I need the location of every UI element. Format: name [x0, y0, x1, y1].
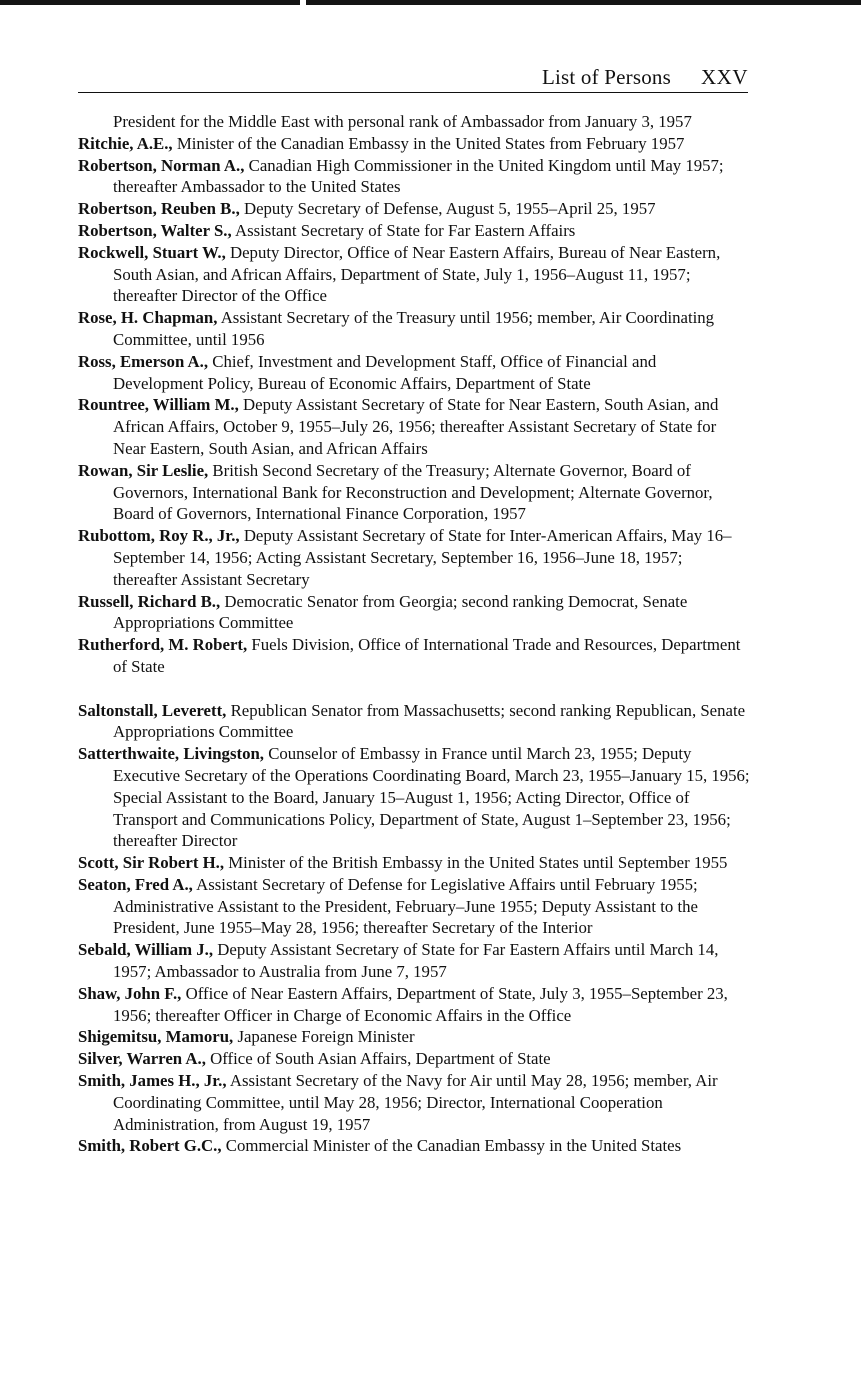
person-description: Commercial Minister of the Canadian Embassy in the United States — [225, 1136, 682, 1156]
person-entry — [78, 460, 750, 525]
person-description: Deputy Assistant Secretary of State for Far Eastern Affairs until March 14, 1957; Ambassador to Australia from June 7, 1957 — [113, 940, 719, 982]
person-entry — [78, 220, 750, 242]
section-divider — [78, 678, 750, 700]
person-description: Republican Senator from Massachusetts; second ranking Republican, Senate Appropriations Committee — [113, 700, 746, 742]
person-entry — [78, 939, 750, 983]
entries-r-group — [78, 133, 750, 678]
person-name: Rubottom, Roy R., Jr., — [78, 526, 240, 546]
person-entry — [78, 155, 750, 199]
person-description: Chief, Investment and Development Staff, Office of Financial and Development Policy, Bureau of Economic Affairs, Department of State — [113, 351, 657, 393]
person-name: Rowan, Sir Leslie, — [78, 460, 209, 480]
person-entry — [78, 1070, 750, 1135]
person-description: Deputy Assistant Secretary of State for Inter-American Affairs, May 16–September 14, 1956; Acting Assistant Secretary, September 16, 1956–June 18, 1957; thereafter Assistant Secretary — [113, 526, 732, 589]
person-entry — [78, 307, 750, 351]
person-name: Scott, Sir Robert H., — [78, 853, 225, 873]
person-description: Counselor of Embassy in France until March 23, 1955; Deputy Executive Secretary of the Operations Coordinating Board, March 23, 1955–January 15, 1956; Special Assistant to the Board, January 15–August 1, 1956; Acting Director, Office of Transport and Communications Policy, Department of State, August 1–September 23, 1956; thereafter Director — [113, 744, 750, 851]
page-number: XXV — [701, 65, 748, 89]
person-description: Office of South Asian Affairs, Department of State — [210, 1049, 551, 1069]
person-description: Assistant Secretary of the Treasury until 1956; member, Air Coordinating Committee, until 1956 — [113, 308, 715, 349]
person-entry — [78, 852, 750, 874]
person-description: Assistant Secretary of State for Far Eastern Affairs — [234, 220, 576, 240]
person-name: Smith, Robert G.C., — [78, 1136, 222, 1156]
person-description: Assistant Secretary of Defense for Legislative Affairs until February 1955; Administrative Assistant to the President, February–June 1955; Deputy Assistant to the President, June 1955–May 28, 1956; thereafter Secretary of the Interior — [113, 874, 698, 938]
running-head-title: List of Persons — [542, 65, 671, 89]
person-name: Silver, Warren A., — [78, 1049, 206, 1069]
person-name: Ross, Emerson A., — [78, 351, 209, 371]
person-name: Rockwell, Stuart W., — [78, 242, 226, 262]
person-description: Democratic Senator from Georgia; second ranking Democrat, Senate Appropriations Committee — [113, 591, 688, 633]
person-description: Deputy Director, Office of Near Eastern Affairs, Bureau of Near Eastern, South Asian, and African Affairs, Department of State, July 1, 1956–August 11, 1957; thereafter Director of the Office — [113, 242, 721, 306]
top-border-left — [0, 0, 300, 5]
person-entry — [78, 198, 750, 220]
person-description: Deputy Assistant Secretary of State for Near Eastern, South Asian, and African Affairs, October 9, 1955–July 26, 1956; thereafter Assistant Secretary of State for Near Eastern, South Asian, and African Affairs — [113, 395, 719, 458]
person-description: Deputy Secretary of Defense, August 5, 1955–April 25, 1957 — [243, 199, 656, 219]
person-entry — [78, 983, 750, 1027]
person-entry — [78, 242, 750, 307]
list-of-persons — [78, 111, 750, 1157]
person-entry — [78, 133, 750, 155]
person-entry — [78, 394, 750, 459]
person-name: Seaton, Fred A., — [78, 874, 193, 894]
person-entry — [78, 743, 750, 852]
person-description: Canadian High Commissioner in the United Kingdom until May 1957; thereafter Ambassador to the United States — [113, 155, 724, 197]
person-entry — [78, 1026, 750, 1048]
person-name: Rutherford, M. Robert, — [78, 635, 248, 655]
entries-s-group — [78, 700, 750, 1158]
person-description: Minister of the British Embassy in the United States until September 1955 — [228, 853, 728, 873]
person-entry — [78, 1135, 750, 1157]
person-name: Rose, H. Chapman, — [78, 308, 218, 328]
person-entry — [78, 591, 750, 635]
person-entry — [78, 634, 750, 678]
person-name: Russell, Richard B., — [78, 591, 221, 611]
person-entry — [78, 525, 750, 590]
continuation-text: President for the Middle East with personal rank of Ambassador from January 3, 1957 — [113, 112, 692, 131]
person-entry — [78, 1048, 750, 1070]
person-name: Robertson, Walter S., — [78, 220, 232, 240]
person-name: Shaw, John F., — [78, 983, 182, 1003]
person-name: Smith, James H., Jr., — [78, 1071, 227, 1091]
top-border-right — [306, 0, 861, 5]
person-name: Robertson, Norman A., — [78, 155, 245, 175]
person-name: Saltonstall, Leverett, — [78, 700, 227, 720]
person-name: Robertson, Reuben B., — [78, 199, 240, 219]
person-description: Office of Near Eastern Affairs, Department of State, July 3, 1955–September 23, 1956; thereafter Officer in Charge of Economic Affairs in the Office — [113, 983, 728, 1025]
person-name: Ritchie, A.E., — [78, 133, 173, 153]
person-description: Assistant Secretary of the Navy for Air until May 28, 1956; member, Air Coordinating Committee, until May 28, 1956; Director, International Cooperation Administration, from August 19, 1957 — [113, 1071, 718, 1134]
person-description: Fuels Division, Office of International Trade and Resources, Department of State — [113, 635, 741, 676]
person-name: Sebald, William J., — [78, 940, 214, 960]
person-entry — [78, 351, 750, 395]
person-entry — [78, 874, 750, 939]
running-head — [78, 62, 748, 93]
person-description: British Second Secretary of the Treasury; Alternate Governor, Board of Governors, International Bank for Reconstruction and Development; Alternate Governor, Board of Governors, International Finance Corporation, 1957 — [113, 460, 713, 524]
person-description: Minister of the Canadian Embassy in the United States from February 1957 — [176, 133, 685, 153]
person-entry — [78, 700, 750, 744]
person-name: Shigemitsu, Mamoru, — [78, 1027, 234, 1047]
person-name: Satterthwaite, Livingston, — [78, 744, 264, 764]
person-name: Rountree, William M., — [78, 395, 239, 415]
person-description: Japanese Foreign Minister — [237, 1027, 415, 1047]
